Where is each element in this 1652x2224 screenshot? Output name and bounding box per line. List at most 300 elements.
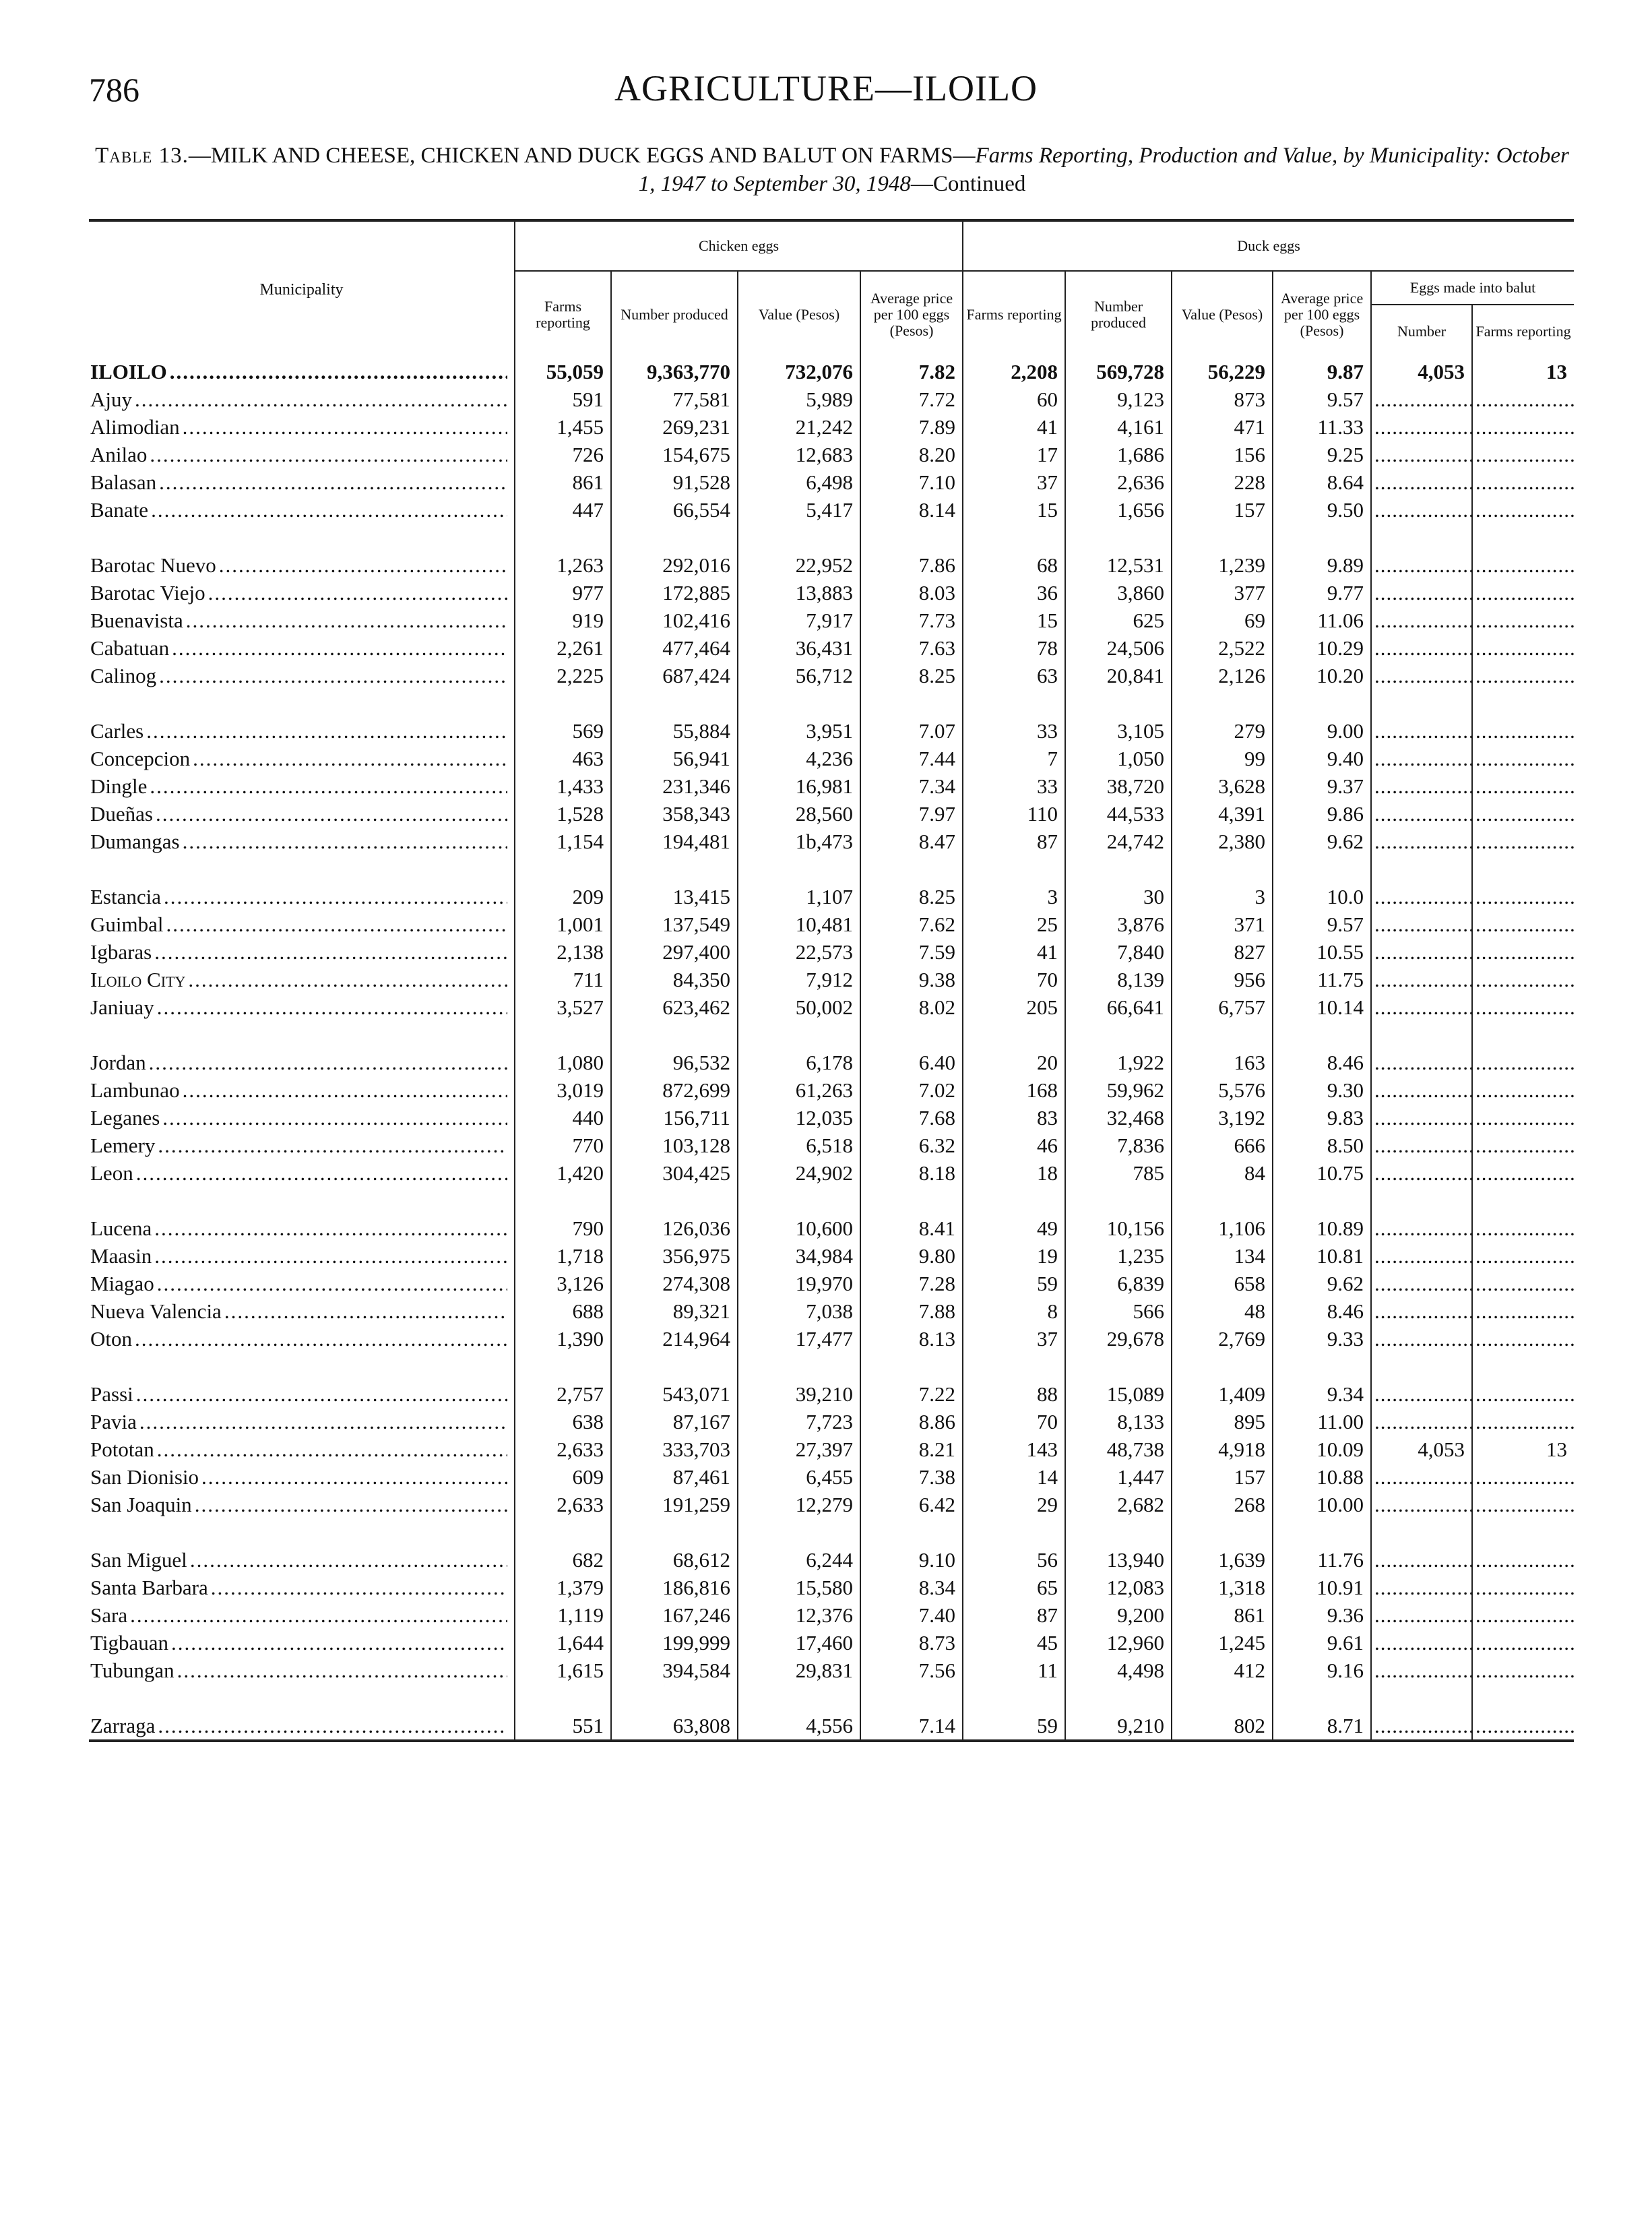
value-cell: 9.80 [860,1242,963,1270]
value-cell: 688 [515,1297,611,1325]
value-cell: 543,071 [611,1380,738,1408]
value-cell: 8.13 [860,1325,963,1353]
value-cell: 25 [963,910,1065,938]
value-cell: 1b,473 [738,828,860,855]
municipality-name: Barotac Nuevo [90,553,219,577]
value-cell: 1,447 [1065,1463,1172,1491]
value-cell [1472,579,1574,607]
value-cell: 84,350 [611,966,738,993]
value-cell: 41 [963,938,1065,966]
value-cell: 447 [515,496,611,524]
table-row [89,634,1574,662]
value-cell: 30 [1065,883,1172,910]
value-cell: 569 [515,717,611,745]
value-cell [1371,579,1472,607]
value-cell: 13,415 [611,883,738,910]
spacer-row [89,1353,1574,1380]
value-cell: 33 [963,717,1065,745]
value-cell: 682 [515,1546,611,1574]
value-cell: 60 [963,385,1065,413]
value-cell: 18 [963,1159,1065,1187]
value-cell: 7.73 [860,607,963,634]
value-cell: 5,417 [738,496,860,524]
table-row [89,468,1574,496]
value-cell: 24,506 [1065,634,1172,662]
value-cell: 143 [963,1435,1065,1463]
table-title-lead: Table 13. [95,144,189,168]
municipality-name: Estancia [90,885,164,908]
value-cell [1371,745,1472,772]
value-cell: 24,742 [1065,828,1172,855]
value-cell: 137,549 [611,910,738,938]
value-cell: 8.25 [860,662,963,689]
value-cell: 5,989 [738,385,860,413]
value-cell: 1,528 [515,800,611,828]
value-cell: 11.75 [1273,966,1371,993]
value-cell: 9.30 [1273,1076,1371,1104]
value-cell: 17 [963,441,1065,468]
value-cell: 591 [515,385,611,413]
table-row [89,1076,1574,1104]
value-cell: 168 [963,1076,1065,1104]
value-cell: 7,723 [738,1408,860,1435]
value-cell: 7.62 [860,910,963,938]
table-row [89,1270,1574,1297]
value-cell: 36 [963,579,1065,607]
header-chicken-avg: Average price per 100 eggs (Pesos) [860,271,963,358]
value-cell [1472,1463,1574,1491]
value-cell: 1,119 [515,1601,611,1629]
value-cell: 2,633 [515,1491,611,1518]
value-cell: 44,533 [1065,800,1172,828]
value-cell: 471 [1172,413,1273,441]
value-cell: 14 [963,1463,1065,1491]
municipality-cell [89,1712,515,1741]
value-cell: 4,053 [1371,1435,1472,1463]
value-cell [1472,607,1574,634]
municipality-name: Sara [90,1603,130,1627]
value-cell [1371,910,1472,938]
municipality-name: Balasan [90,470,159,494]
value-cell: 1,106 [1172,1214,1273,1242]
value-cell: 8.50 [1273,1132,1371,1159]
value-cell: 2,138 [515,938,611,966]
table-row [89,1049,1574,1076]
value-cell [1472,1214,1574,1242]
value-cell [1472,1408,1574,1435]
value-cell: 61,263 [738,1076,860,1104]
municipality-cell [89,1104,515,1132]
value-cell: 9.10 [860,1546,963,1574]
value-cell [1472,772,1574,800]
value-cell: 22,573 [738,938,860,966]
value-cell: 4,236 [738,745,860,772]
value-cell: 69 [1172,607,1273,634]
header-balut-farms: Farms reporting [1472,305,1574,358]
value-cell: 66,554 [611,496,738,524]
value-cell: 6,455 [738,1463,860,1491]
municipality-cell [89,1076,515,1104]
value-cell: 191,259 [611,1491,738,1518]
municipality-name: Zarraga [90,1714,158,1737]
municipality-cell [89,717,515,745]
table-row [89,1574,1574,1601]
value-cell: 861 [515,468,611,496]
value-cell: 49 [963,1214,1065,1242]
municipality-name: Tubungan [90,1659,177,1682]
value-cell: 2,757 [515,1380,611,1408]
value-cell: 13 [1472,1435,1574,1463]
value-cell: 59,962 [1065,1076,1172,1104]
municipality-cell [89,1546,515,1574]
value-cell: 199,999 [611,1629,738,1657]
value-cell [1371,1574,1472,1601]
value-cell: 37 [963,468,1065,496]
value-cell: 3 [1172,883,1273,910]
value-cell: 625 [1065,607,1172,634]
municipality-name: Concepcion [90,747,193,770]
municipality-name: Maasin [90,1244,154,1268]
value-cell [1371,1546,1472,1574]
value-cell: 10.09 [1273,1435,1371,1463]
value-cell [1371,496,1472,524]
value-cell: 8.47 [860,828,963,855]
value-cell: 9.77 [1273,579,1371,607]
municipality-name: Lambunao [90,1078,183,1102]
value-cell: 1,001 [515,910,611,938]
value-cell [1472,828,1574,855]
value-cell: 956 [1172,966,1273,993]
value-cell [1371,828,1472,855]
value-cell: 6.42 [860,1491,963,1518]
value-cell: 33 [963,772,1065,800]
municipality-name: Anilao [90,443,150,466]
value-cell: 6,178 [738,1049,860,1076]
value-cell: 27,397 [738,1435,860,1463]
value-cell: 6.40 [860,1049,963,1076]
municipality-name: ILOILO [90,360,170,383]
value-cell: 126,036 [611,1214,738,1242]
municipality-cell [89,413,515,441]
value-cell: 21,242 [738,413,860,441]
value-cell: 8 [963,1297,1065,1325]
municipality-cell [89,745,515,772]
value-cell: 59 [963,1270,1065,1297]
value-cell: 551 [515,1712,611,1741]
value-cell: 10.55 [1273,938,1371,966]
value-cell: 87 [963,828,1065,855]
value-cell: 157 [1172,1463,1273,1491]
value-cell: 827 [1172,938,1273,966]
table-title-tail: —Continued [910,172,1026,196]
table-row [89,1214,1574,1242]
value-cell: 102,416 [611,607,738,634]
value-cell: 8.46 [1273,1297,1371,1325]
municipality-name: Lucena [90,1216,154,1240]
value-cell: 11.76 [1273,1546,1371,1574]
value-cell: 8.73 [860,1629,963,1657]
value-cell: 7.88 [860,1297,963,1325]
value-cell: 292,016 [611,551,738,579]
municipality-cell [89,1325,515,1353]
value-cell: 1,050 [1065,745,1172,772]
value-cell: 8.21 [860,1435,963,1463]
table-row [89,1159,1574,1187]
municipality-name: Alimodian [90,415,183,439]
value-cell: 87,167 [611,1408,738,1435]
value-cell: 7.22 [860,1380,963,1408]
value-cell: 9.38 [860,966,963,993]
value-cell: 24,902 [738,1159,860,1187]
value-cell [1371,1491,1472,1518]
value-cell: 34,984 [738,1242,860,1270]
value-cell: 7.82 [860,358,963,385]
value-cell [1472,413,1574,441]
value-cell: 8.14 [860,496,963,524]
value-cell: 10,600 [738,1214,860,1242]
value-cell: 56,229 [1172,358,1273,385]
municipality-cell [89,938,515,966]
value-cell [1472,800,1574,828]
value-cell: 7.72 [860,385,963,413]
value-cell: 103,128 [611,1132,738,1159]
value-cell: 231,346 [611,772,738,800]
value-cell: 6,244 [738,1546,860,1574]
value-cell: 2,208 [963,358,1065,385]
value-cell [1371,662,1472,689]
value-cell: 87 [963,1601,1065,1629]
value-cell: 666 [1172,1132,1273,1159]
value-cell [1472,1491,1574,1518]
value-cell: 9.16 [1273,1657,1371,1684]
value-cell [1472,1049,1574,1076]
value-cell [1472,966,1574,993]
value-cell: 333,703 [611,1435,738,1463]
value-cell: 3,105 [1065,717,1172,745]
municipality-name: Banate [90,498,151,522]
value-cell: 9.33 [1273,1325,1371,1353]
value-cell: 167,246 [611,1601,738,1629]
table-row [89,800,1574,828]
municipality-cell [89,800,515,828]
value-cell: 919 [515,607,611,634]
table-row [89,413,1574,441]
value-cell [1371,468,1472,496]
municipality-cell [89,551,515,579]
value-cell: 50,002 [738,993,860,1021]
value-cell: 1,263 [515,551,611,579]
value-cell: 70 [963,1408,1065,1435]
table-row [89,1629,1574,1657]
value-cell: 9.57 [1273,910,1371,938]
value-cell [1472,1159,1574,1187]
value-cell: 895 [1172,1408,1273,1435]
value-cell: 9.89 [1273,551,1371,579]
table-row [89,441,1574,468]
value-cell: 687,424 [611,662,738,689]
municipality-cell [89,1132,515,1159]
value-cell [1371,413,1472,441]
value-cell [1371,1159,1472,1187]
table-row [89,607,1574,634]
municipality-name: Lemery [90,1134,158,1157]
table-row [89,938,1574,966]
municipality-cell [89,579,515,607]
value-cell: 9.61 [1273,1629,1371,1657]
value-cell: 3,876 [1065,910,1172,938]
value-cell: 6,498 [738,468,860,496]
value-cell: 977 [515,579,611,607]
table-body [89,358,1574,1741]
value-cell: 770 [515,1132,611,1159]
municipality-cell [89,1629,515,1657]
municipality-cell [89,468,515,496]
value-cell [1472,1270,1574,1297]
municipality-cell [89,662,515,689]
value-cell: 28,560 [738,800,860,828]
municipality-name: Cabatuan [90,636,172,660]
value-cell [1371,1657,1472,1684]
value-cell: 4,498 [1065,1657,1172,1684]
value-cell: 65 [963,1574,1065,1601]
value-cell: 1,390 [515,1325,611,1353]
value-cell: 1,644 [515,1629,611,1657]
value-cell: 8.46 [1273,1049,1371,1076]
value-cell: 96,532 [611,1049,738,1076]
value-cell: 358,343 [611,800,738,828]
municipality-cell [89,1463,515,1491]
value-cell: 55,884 [611,717,738,745]
value-cell [1371,1132,1472,1159]
page-number: 786 [89,71,139,109]
value-cell: 12,376 [738,1601,860,1629]
table-row [89,1104,1574,1132]
value-cell: 3,951 [738,717,860,745]
value-cell: 13,883 [738,579,860,607]
table-row [89,496,1574,524]
municipality-name: Dumangas [90,830,183,853]
value-cell: 7.07 [860,717,963,745]
value-cell: 790 [515,1214,611,1242]
value-cell: 41 [963,413,1065,441]
spacer-row [89,1187,1574,1214]
table-row [89,828,1574,855]
value-cell: 45 [963,1629,1065,1657]
value-cell: 22,952 [738,551,860,579]
value-cell: 17,477 [738,1325,860,1353]
value-cell: 89,321 [611,1297,738,1325]
value-cell: 10,481 [738,910,860,938]
value-cell: 19,970 [738,1270,860,1297]
municipality-name: San Dionisio [90,1465,201,1489]
spacer-row [89,1518,1574,1546]
value-cell: 9,363,770 [611,358,738,385]
table-row [89,1242,1574,1270]
table-row [89,1325,1574,1353]
value-cell: 2,261 [515,634,611,662]
value-cell [1472,1712,1574,1741]
value-cell: 7.63 [860,634,963,662]
value-cell: 12,960 [1065,1629,1172,1657]
value-cell: 163 [1172,1049,1273,1076]
header-chicken-value: Value (Pesos) [738,271,860,358]
value-cell: 9.25 [1273,441,1371,468]
municipality-cell [89,910,515,938]
municipality-cell [89,385,515,413]
value-cell: 8.20 [860,441,963,468]
value-cell: 10.20 [1273,662,1371,689]
value-cell: 7 [963,745,1065,772]
value-cell: 9.50 [1273,496,1371,524]
value-cell: 1,420 [515,1159,611,1187]
value-cell: 205 [963,993,1065,1021]
value-cell: 10.75 [1273,1159,1371,1187]
value-cell: 15 [963,496,1065,524]
value-cell: 63 [963,662,1065,689]
value-cell [1472,1574,1574,1601]
value-cell: 8.02 [860,993,963,1021]
header-balut-number: Number [1371,305,1472,358]
table-row [89,717,1574,745]
value-cell: 872,699 [611,1076,738,1104]
table-row [89,385,1574,413]
municipality-cell [89,1574,515,1601]
value-cell: 7.02 [860,1076,963,1104]
value-cell: 10,156 [1065,1214,1172,1242]
value-cell: 6,757 [1172,993,1273,1021]
value-cell: 56,712 [738,662,860,689]
value-cell: 13 [1472,358,1574,385]
value-cell: 2,225 [515,662,611,689]
value-cell [1472,1325,1574,1353]
municipality-name: Carles [90,719,146,743]
municipality-name: Dueñas [90,802,156,826]
municipality-cell [89,496,515,524]
value-cell: 9,123 [1065,385,1172,413]
value-cell: 9.34 [1273,1380,1371,1408]
municipality-cell [89,993,515,1021]
municipality-cell [89,1297,515,1325]
value-cell: 2,380 [1172,828,1273,855]
value-cell: 2,126 [1172,662,1273,689]
municipality-cell [89,1214,515,1242]
municipality-name: Ajuy [90,388,135,411]
value-cell [1371,441,1472,468]
value-cell: 1,455 [515,413,611,441]
value-cell: 83 [963,1104,1065,1132]
value-cell [1472,1132,1574,1159]
value-cell [1371,1712,1472,1741]
value-cell: 394,584 [611,1657,738,1684]
value-cell [1472,441,1574,468]
value-cell: 7.10 [860,468,963,496]
value-cell [1371,551,1472,579]
value-cell [1371,1049,1472,1076]
value-cell: 9.62 [1273,828,1371,855]
value-cell: 7.97 [860,800,963,828]
value-cell [1371,1104,1472,1132]
municipality-cell [89,358,515,385]
municipality-name: Buenavista [90,609,186,632]
value-cell: 20 [963,1049,1065,1076]
table-row [89,993,1574,1021]
value-cell: 8.71 [1273,1712,1371,1741]
value-cell: 279 [1172,717,1273,745]
value-cell: 377 [1172,579,1273,607]
value-cell [1371,1242,1472,1270]
value-cell: 70 [963,966,1065,993]
value-cell: 6.32 [860,1132,963,1159]
